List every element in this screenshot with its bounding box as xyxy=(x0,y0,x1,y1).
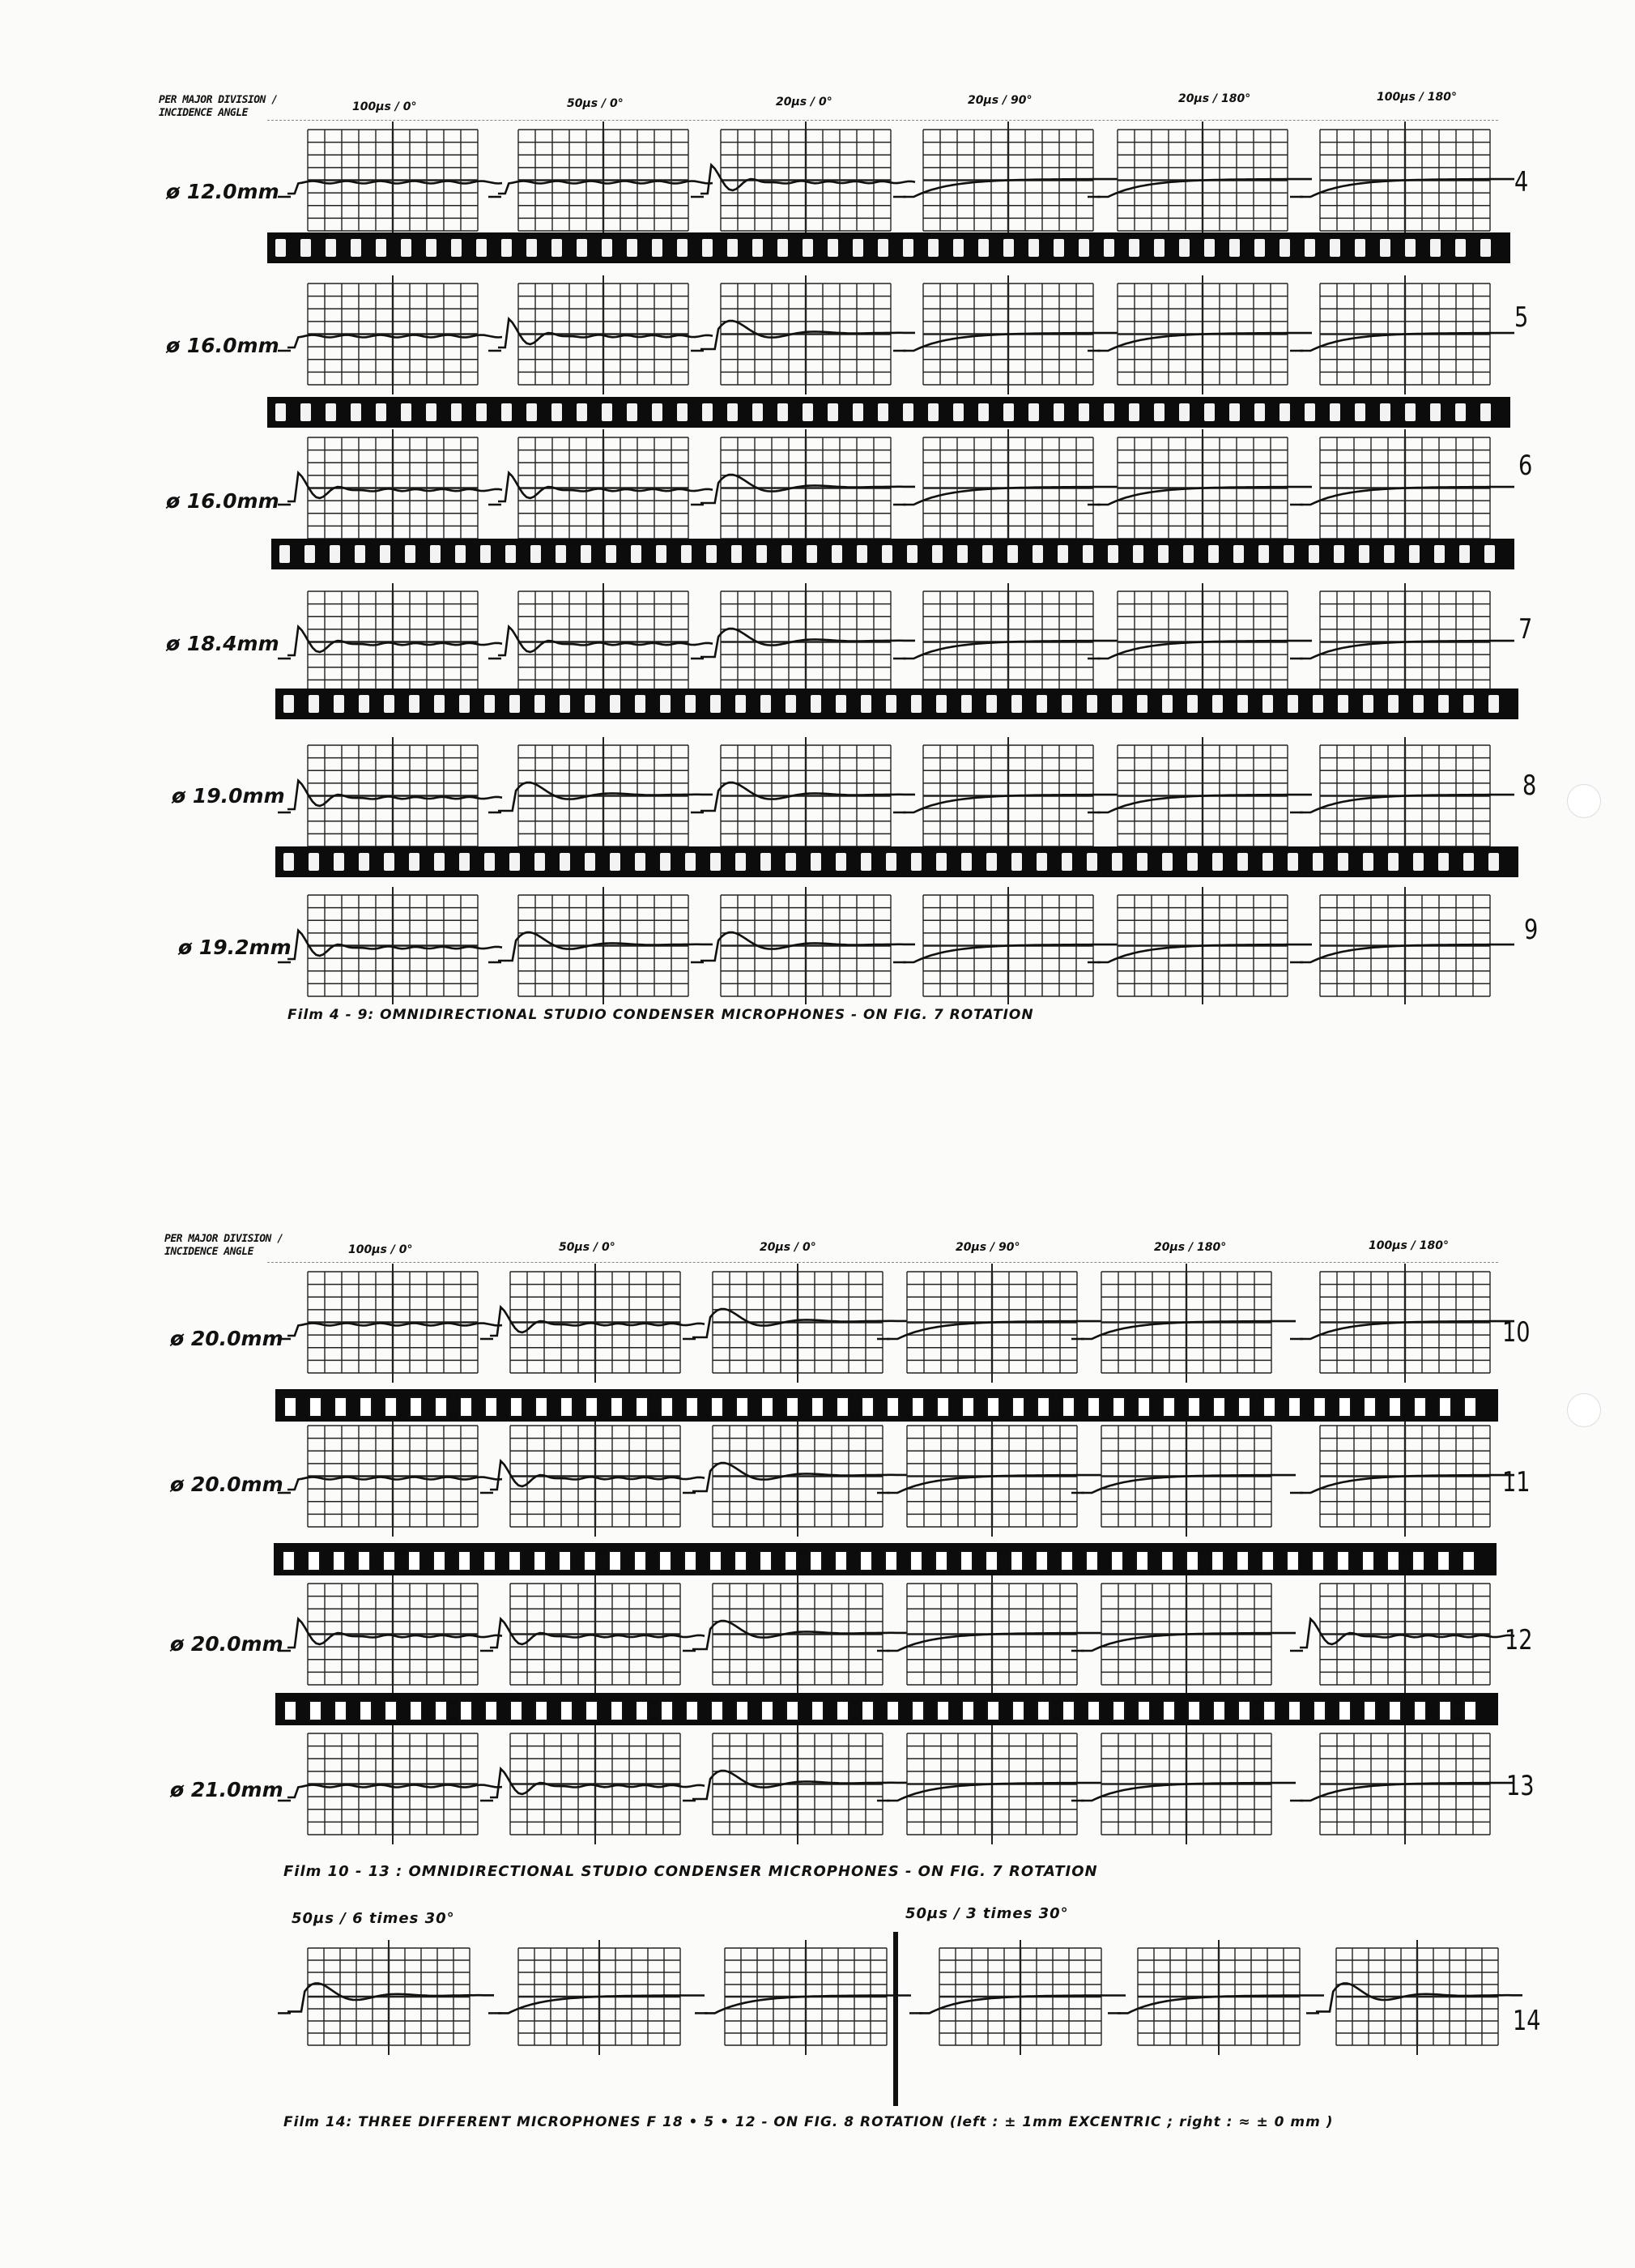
col-header-3: 20µs / 0° xyxy=(776,96,832,109)
punch-hole-upper xyxy=(1567,784,1601,818)
col-header-b4: 20µs / 90° xyxy=(956,1241,1020,1254)
header-label-bottom-line1: PER MAJOR DIVISION / xyxy=(164,1233,283,1245)
col-header-6: 100µs / 180° xyxy=(1377,91,1457,104)
caption-film14: Film 14: THREE DIFFERENT MICROPHONES F 18 • 5 • 12 - ON FIG. 8 ROTATION (left : ± 1mm EXCENTRIC ; right : ≈ ± 0 mm ) xyxy=(283,2114,1334,2130)
row-label-9: ø 19.2mm xyxy=(178,936,292,959)
film-number-14: 14 xyxy=(1513,2005,1541,2037)
col-header-b3: 20µs / 0° xyxy=(760,1241,816,1254)
row-label-10: ø 20.0mm xyxy=(170,1327,283,1350)
oscilloscope-trace-60 xyxy=(278,1940,494,2055)
header-label-line1: PER MAJOR DIVISION / xyxy=(159,94,278,106)
col-header-b1: 100µs / 0° xyxy=(348,1243,413,1256)
film-number-5: 5 xyxy=(1514,301,1529,334)
film-number-8: 8 xyxy=(1522,770,1537,802)
col-header-4: 20µs / 90° xyxy=(968,94,1033,107)
row-label-6: ø 16.0mm xyxy=(166,489,279,513)
col-header-2: 50µs / 0° xyxy=(567,97,624,110)
film-number-12: 12 xyxy=(1505,1624,1533,1656)
film14-right-label: 50µs / 3 times 30° xyxy=(905,1905,1069,1922)
row-label-13: ø 21.0mm xyxy=(170,1778,283,1801)
col-header-1: 100µs / 0° xyxy=(352,100,417,113)
film-number-4: 4 xyxy=(1514,166,1529,198)
row-label-4: ø 12.0mm xyxy=(166,180,279,203)
col-header-b5: 20µs / 180° xyxy=(1154,1241,1227,1254)
row-label-7: ø 18.4mm xyxy=(166,632,279,655)
film-number-7: 7 xyxy=(1518,613,1533,646)
oscilloscope-trace-61 xyxy=(488,1940,705,2055)
row-label-8: ø 19.0mm xyxy=(172,784,285,808)
film-number-6: 6 xyxy=(1518,450,1533,482)
row-label-11: ø 20.0mm xyxy=(170,1473,283,1496)
oscilloscope-trace-62 xyxy=(695,1940,911,2055)
film-number-9: 9 xyxy=(1524,914,1539,946)
punch-hole-lower xyxy=(1567,1393,1601,1427)
col-header-b2: 50µs / 0° xyxy=(559,1241,615,1254)
header-label-line2: INCIDENCE ANGLE xyxy=(159,107,248,119)
oscilloscope-trace-65 xyxy=(1306,1940,1522,2055)
col-header-b6: 100µs / 180° xyxy=(1369,1239,1449,1252)
row-label-5: ø 16.0mm xyxy=(166,334,279,357)
film-number-10: 10 xyxy=(1502,1316,1531,1349)
caption-top: Film 4 - 9: OMNIDIRECTIONAL STUDIO CONDENSER MICROPHONES - ON FIG. 7 ROTATION xyxy=(287,1007,1034,1023)
row-label-12: ø 20.0mm xyxy=(170,1632,283,1656)
film-number-11: 11 xyxy=(1502,1466,1531,1498)
oscilloscope-trace-64 xyxy=(1108,1940,1324,2055)
oscilloscope-trace-63 xyxy=(909,1940,1126,2055)
film14-left-label: 50µs / 6 times 30° xyxy=(292,1910,455,1927)
film-number-13: 13 xyxy=(1506,1770,1535,1802)
caption-bottom: Film 10 - 13 : OMNIDIRECTIONAL STUDIO CONDENSER MICROPHONES - ON FIG. 7 ROTATION xyxy=(283,1863,1098,1880)
col-header-5: 20µs / 180° xyxy=(1178,92,1251,105)
header-label-bottom-line2: INCIDENCE ANGLE xyxy=(164,1246,253,1258)
